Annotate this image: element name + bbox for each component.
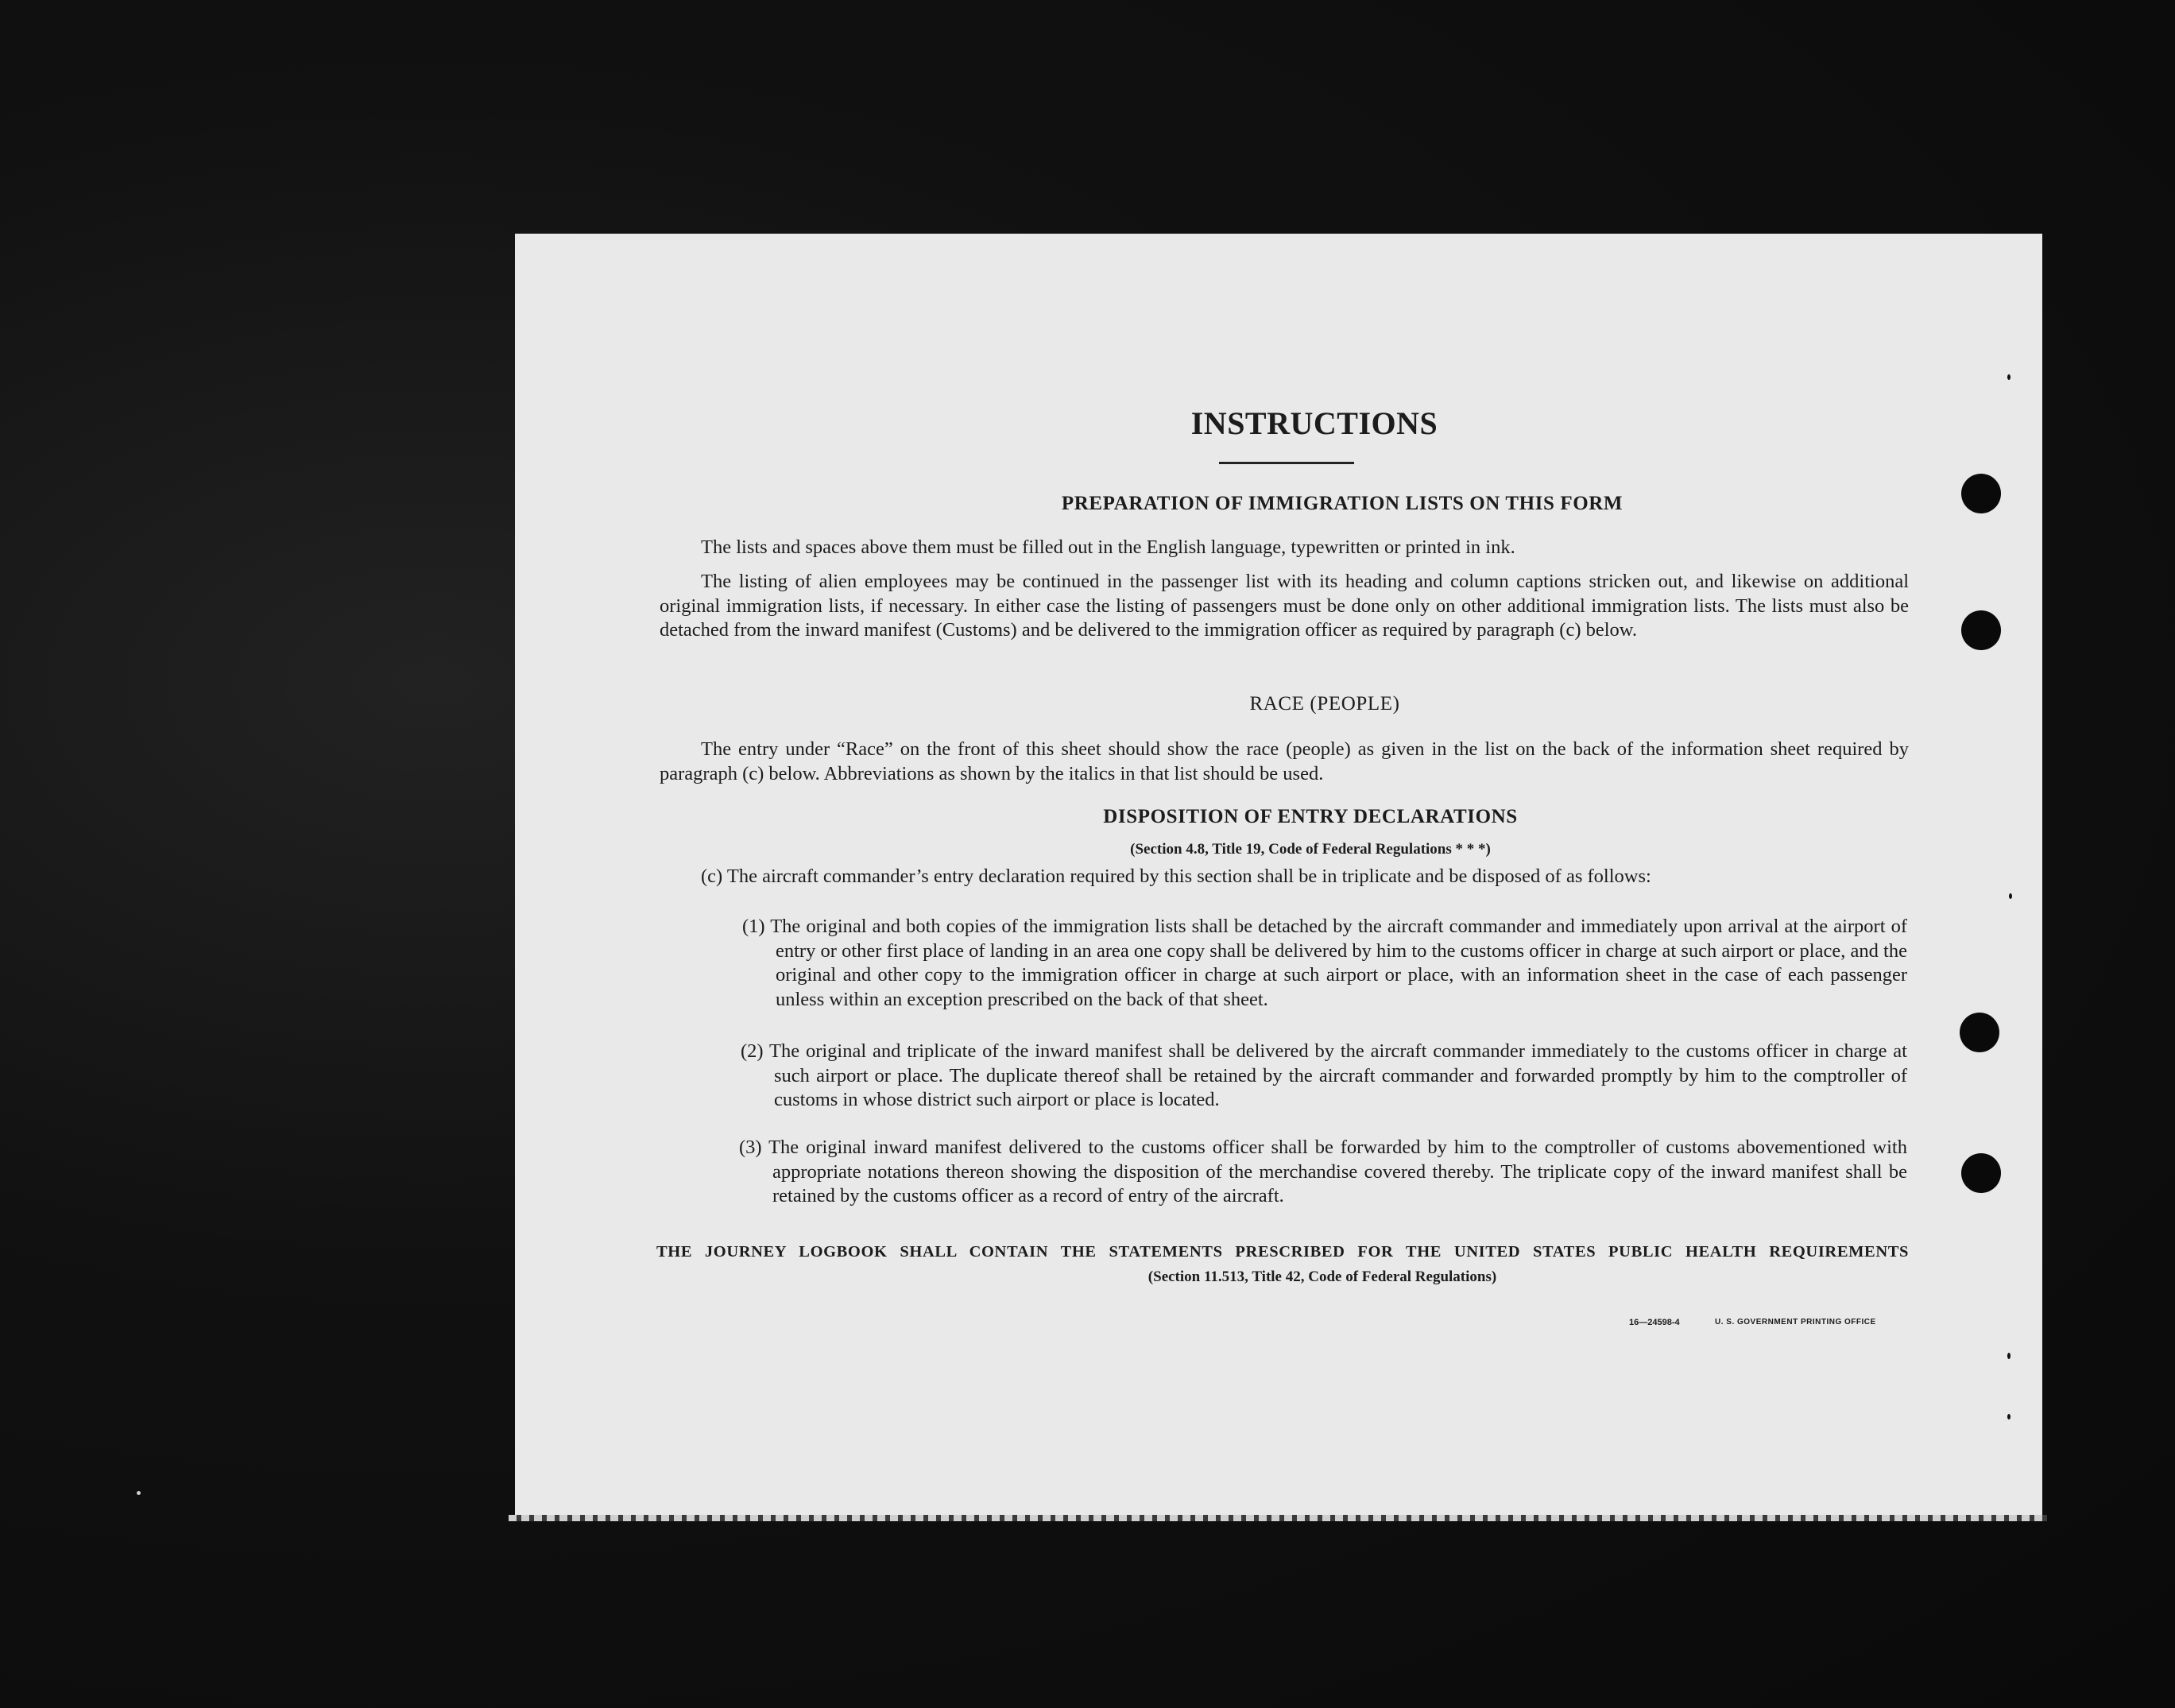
section-heading-preparation: PREPARATION OF IMMIGRATION LISTS ON THIS FORM <box>1061 493 1624 514</box>
list-item-3: (3) The original inward manifest delivered to the customs officer shall be forwarded by him to the comptroller of customs abovementioned with appropriate notations thereon showing the disposition of the merchandise covered thereby. The triplicate copy of the inward manifest shall be retained by the customs officer as a record of entry of the aircraft. <box>739 1137 1907 1206</box>
punch-hole <box>1961 1153 2001 1193</box>
punch-hole <box>1961 610 2001 650</box>
paragraph-disposition-intro: (c) The aircraft commander’s entry declaration required by this section shall be in triplicate and be disposed of as follows: <box>701 866 1651 887</box>
section-heading-race: RACE (PEOPLE) <box>1249 693 1400 715</box>
footer-statement: THE JOURNEY LOGBOOK SHALL CONTAIN THE STATEMENTS PRESCRIBED FOR THE UNITED STATES PUBLIC HEALTH REQUIREMENTS <box>656 1243 1909 1261</box>
section-heading-disposition: DISPOSITION OF ENTRY DECLARATIONS <box>1103 806 1518 827</box>
paragraph-language: The lists and spaces above them must be filled out in the English language, typewritten or printed in ink. <box>701 536 1515 558</box>
page-bottom-edge <box>509 1515 2047 1521</box>
paragraph-race: The entry under “Race” on the front of this sheet should show the race (people) as given in the list on the back of the information sheet required by paragraph (c) below. Abbreviations as shown by the italics in that list should be used. <box>660 738 1909 784</box>
document-title: INSTRUCTIONS <box>1190 405 1438 441</box>
title-underline <box>1219 462 1354 464</box>
document-page <box>515 234 2042 1518</box>
disposition-citation: (Section 4.8, Title 19, Code of Federal Regulations * * *) <box>1130 841 1491 858</box>
printer-imprint: U. S. GOVERNMENT PRINTING OFFICE <box>1715 1318 1876 1327</box>
page-speck <box>2007 374 2011 380</box>
list-item-1: (1) The original and both copies of the immigration lists shall be detached by the aircraft commander and immediately upon arrival at the airport of entry or other first place of landing in an area one copy shall be delivered by him to the customs officer in charge at such airport or place, and the original and other copy to the immigration officer in charge at such airport or place, with an information sheet in the case of each passenger unless within an exception prescribed on the back of that sheet. <box>742 916 1907 1010</box>
punch-hole <box>1960 1013 1999 1052</box>
list-item-2: (2) The original and triplicate of the inward manifest shall be delivered by the aircraft commander immediately to the customs officer in charge at such airport or place. The duplicate thereof shall be retained by the aircraft commander and forwarded promptly by him to the comptroller of customs in whose district such airport or place is located. <box>741 1040 1907 1110</box>
form-number: 16—24598-4 <box>1629 1318 1680 1327</box>
scan-speck <box>137 1491 141 1495</box>
page-speck <box>2009 893 2012 899</box>
page-speck <box>2007 1353 2011 1359</box>
paragraph-alien-employees: The listing of alien employees may be continued in the passenger list with its heading and column captions stricken out, and likewise on additional original immigration lists, if necessary. In either case the listing of passengers must be done only on other additional immigration lists. The lists must also be detached from the inward manifest (Customs) and be delivered to the immigration officer as required by paragraph (c) below. <box>660 571 1909 641</box>
footer-citation: (Section 11.513, Title 42, Code of Federal Regulations) <box>1147 1268 1497 1285</box>
page-speck <box>2007 1414 2011 1419</box>
